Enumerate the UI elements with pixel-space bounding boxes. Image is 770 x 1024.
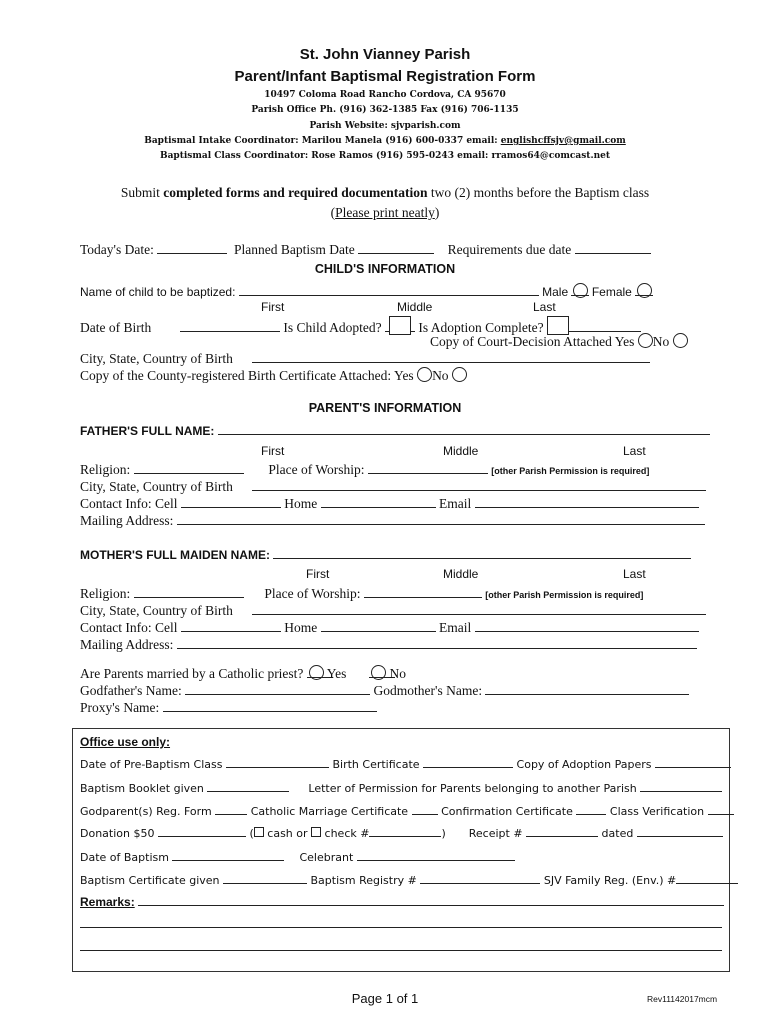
cash-checkbox[interactable] xyxy=(254,827,264,837)
father-email-field[interactable] xyxy=(475,495,699,508)
adopted-checkbox[interactable] xyxy=(389,316,411,335)
baptism-date-field[interactable] xyxy=(172,850,284,861)
mother-mailing-field[interactable] xyxy=(177,636,697,649)
mother-name-field[interactable] xyxy=(273,546,691,559)
father-first-label: First xyxy=(261,444,285,458)
page-number: Page 1 of 1 xyxy=(351,991,419,1006)
parish-address: 10497 Coloma Road Rancho Cordova, CA 95670 xyxy=(264,90,506,100)
godparent-form-field[interactable] xyxy=(215,804,247,815)
todays-date-field[interactable] xyxy=(157,241,227,254)
office-row-4: Donation $50 ( cash or check # ) Receipt # dated xyxy=(80,826,723,840)
office-use-title: Office use only: xyxy=(80,735,171,749)
father-religion-field[interactable] xyxy=(134,461,244,474)
office-row-3: Godparent(s) Reg. Form Catholic Marriage Certificate Confirmation Certificate Class Verification xyxy=(80,804,734,818)
remarks-line-3[interactable] xyxy=(80,950,722,951)
mother-birthplace-row: City, State, Country of Birth xyxy=(80,602,706,619)
intake-coordinator: Baptismal Intake Coordinator: Marilou Manela (916) 600-0337 email: englishcffsjv@gmail.com xyxy=(144,136,626,146)
court-decision-row: Copy of Court-Decision Attached Yes No xyxy=(430,333,688,350)
office-use-box xyxy=(72,728,730,972)
mother-religion-row: Religion: Place of Worship: [other Parish Permission is required] xyxy=(80,586,644,601)
godmother-field[interactable] xyxy=(485,682,689,695)
baptism-cert-given-field[interactable] xyxy=(223,873,307,884)
donation-field[interactable] xyxy=(158,826,246,837)
married-row: Are Parents married by a Catholic priest? Yes No xyxy=(80,666,406,681)
celebrant-field[interactable] xyxy=(357,850,515,861)
requirements-due-date-field[interactable] xyxy=(575,241,651,254)
married-yes-radio[interactable] xyxy=(309,665,324,680)
mother-home-field[interactable] xyxy=(321,619,436,632)
dob-field[interactable] xyxy=(180,319,280,332)
married-no-radio[interactable] xyxy=(371,665,386,680)
court-decision-no-radio[interactable] xyxy=(673,333,688,348)
birth-cert-field[interactable] xyxy=(423,757,513,768)
mother-email-field[interactable] xyxy=(475,619,699,632)
office-row-5: Date of Baptism Celebrant xyxy=(80,850,515,864)
father-mailing-row: Mailing Address: xyxy=(80,512,705,529)
adoption-papers-field[interactable] xyxy=(655,757,731,768)
print-note: (Please print neatly) xyxy=(330,205,440,220)
mother-cell-field[interactable] xyxy=(181,619,281,632)
birth-cert-yes-radio[interactable] xyxy=(417,367,432,382)
child-birthplace-field[interactable] xyxy=(252,350,650,363)
office-row-2: Baptism Booklet given Letter of Permission for Parents belonging to another Parish xyxy=(80,781,722,795)
proxy-field[interactable] xyxy=(163,699,377,712)
mother-mailing-row: Mailing Address: xyxy=(80,636,697,653)
father-mailing-field[interactable] xyxy=(177,512,705,525)
child-first-label: First xyxy=(261,300,285,314)
remarks-line-2[interactable] xyxy=(80,927,722,928)
confirmation-cert-field[interactable] xyxy=(576,804,606,815)
check-checkbox[interactable] xyxy=(311,827,321,837)
baptism-registry-field[interactable] xyxy=(420,873,540,884)
class-verification-field[interactable] xyxy=(708,804,734,815)
revision-code: Rev11142017mcm xyxy=(647,994,718,1004)
godparents-row: Godfather's Name: Godmother's Name: xyxy=(80,682,689,699)
parish-website: Parish Website: sjvparish.com xyxy=(309,121,461,131)
instructions: Submit completed forms and required documentation two (2) months before the Baptism class xyxy=(120,185,650,200)
parish-name: St. John Vianney Parish xyxy=(299,46,471,63)
mother-first-label: First xyxy=(306,567,330,581)
godfather-field[interactable] xyxy=(185,682,370,695)
letter-permission-field[interactable] xyxy=(640,781,722,792)
check-number-field[interactable] xyxy=(369,826,441,837)
booklet-given-field[interactable] xyxy=(207,781,289,792)
office-row-6: Baptism Certificate given Baptism Registry # SJV Family Reg. (Env.) # xyxy=(80,873,738,887)
father-worship-field[interactable] xyxy=(368,461,488,474)
child-info-heading: CHILD'S INFORMATION xyxy=(314,262,456,276)
remarks-row: Remarks: xyxy=(80,895,724,909)
father-cell-field[interactable] xyxy=(181,495,281,508)
dob-row: Date of Birth Is Child Adopted? Is Adoption Complete? xyxy=(80,316,641,336)
mother-contact-row: Contact Info: Cell Home Email xyxy=(80,619,699,636)
planned-baptism-date-field[interactable] xyxy=(358,241,434,254)
court-decision-yes-radio[interactable] xyxy=(638,333,653,348)
father-last-label: Last xyxy=(623,444,646,458)
office-row-1: Date of Pre-Baptism Class Birth Certificate Copy of Adoption Papers xyxy=(80,757,731,771)
receipt-number-field[interactable] xyxy=(526,826,598,837)
remarks-field[interactable] xyxy=(138,895,724,906)
father-birthplace-row: City, State, Country of Birth xyxy=(80,478,706,495)
class-coordinator: Baptismal Class Coordinator: Rose Ramos (916) 595-0243 email: rramos64@comcast.net xyxy=(159,151,611,161)
intake-email-link[interactable]: englishcffsjv@gmail.com xyxy=(500,136,626,146)
child-birthplace-row: City, State, Country of Birth xyxy=(80,350,650,367)
mother-name-row: MOTHER'S FULL MAIDEN NAME: xyxy=(80,546,691,562)
child-last-label: Last xyxy=(533,300,556,314)
father-name-field[interactable] xyxy=(218,422,710,435)
parent-info-heading: PARENT'S INFORMATION xyxy=(308,401,462,415)
mother-middle-label: Middle xyxy=(443,567,479,581)
marriage-cert-field[interactable] xyxy=(412,804,438,815)
family-reg-field[interactable] xyxy=(676,873,738,884)
father-birthplace-field[interactable] xyxy=(252,478,706,491)
pre-baptism-date-field[interactable] xyxy=(226,757,329,768)
parish-phone: Parish Office Ph. (916) 362-1385 Fax (916) 706-1135 xyxy=(251,105,519,115)
father-religion-row: Religion: Place of Worship: [other Parish Permission is required] xyxy=(80,462,650,477)
father-contact-row: Contact Info: Cell Home Email xyxy=(80,495,699,512)
mother-worship-field[interactable] xyxy=(364,585,482,598)
form-title: Parent/Infant Baptismal Registration Form xyxy=(234,68,536,85)
dates-row: Today's Date: Planned Baptism Date Requirements due date xyxy=(80,241,651,258)
father-name-row: FATHER'S FULL NAME: xyxy=(80,422,710,438)
birth-cert-no-radio[interactable] xyxy=(452,367,467,382)
proxy-row: Proxy's Name: xyxy=(80,699,377,716)
birth-cert-row: Copy of the County-registered Birth Certificate Attached: Yes No xyxy=(80,367,467,384)
mother-birthplace-field[interactable] xyxy=(252,602,706,615)
father-middle-label: Middle xyxy=(443,444,479,458)
child-middle-label: Middle xyxy=(397,300,433,314)
receipt-date-field[interactable] xyxy=(637,826,723,837)
mother-last-label: Last xyxy=(623,567,646,581)
mother-religion-field[interactable] xyxy=(134,585,244,598)
child-name-row: Name of child to be baptized: Male Female xyxy=(80,283,652,299)
father-home-field[interactable] xyxy=(321,495,436,508)
child-name-field[interactable] xyxy=(239,283,539,296)
